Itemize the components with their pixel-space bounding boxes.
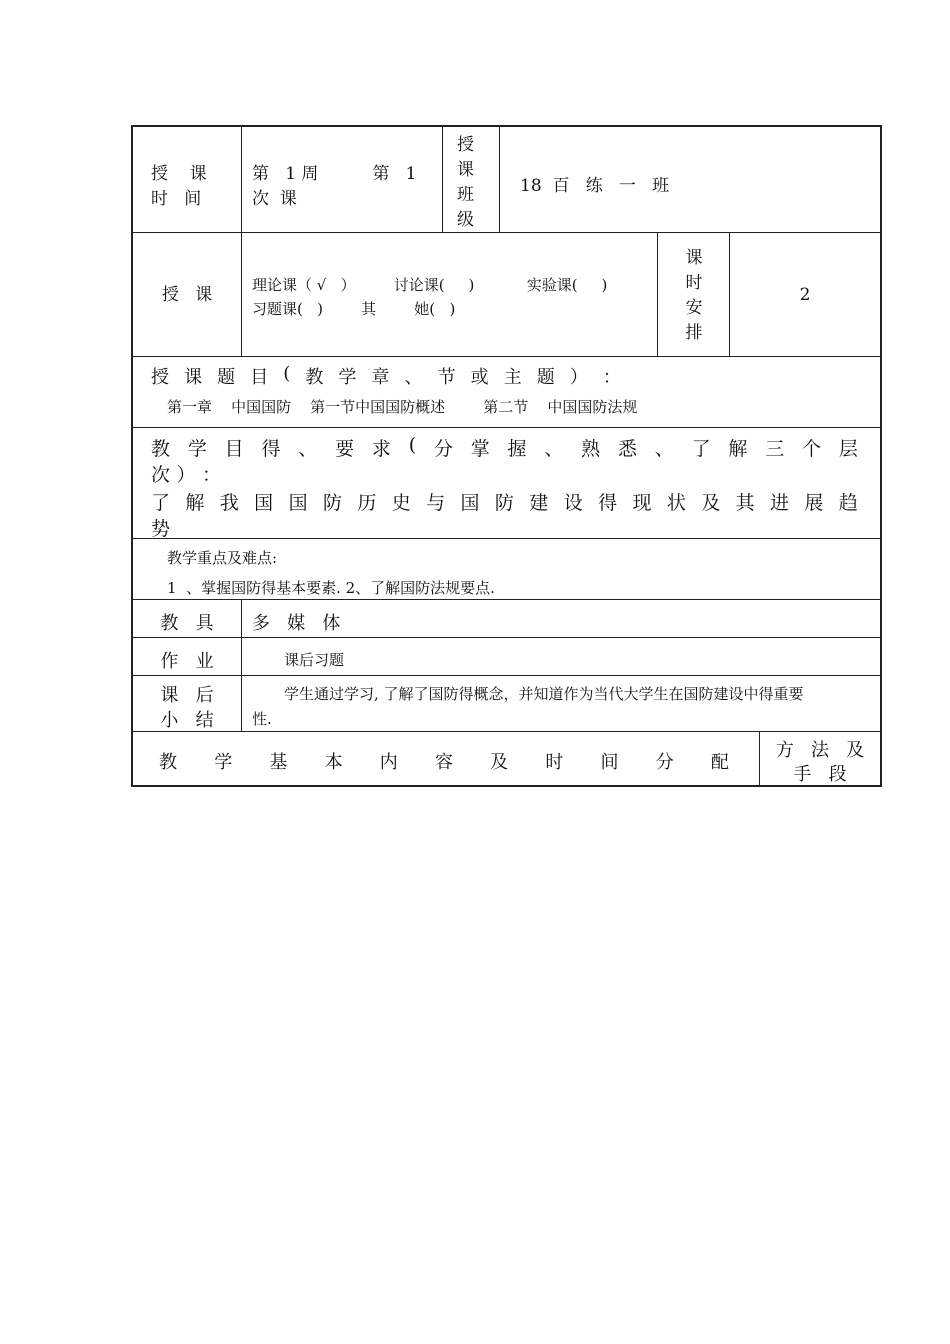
class-label-cell bbox=[442, 127, 499, 232]
key-body: 1 、掌握国防得基本要素. 2、了解国防法规要点. bbox=[167, 579, 495, 597]
row-homework bbox=[133, 638, 880, 676]
content-heading-cell bbox=[133, 732, 759, 785]
key-heading: 教学重点及难点: bbox=[167, 549, 278, 567]
time-label-line2: 时 间 bbox=[151, 189, 202, 209]
homework-label: 作 业 bbox=[160, 651, 214, 672]
topic-heading: 授 课 题 目 ( 教 学 章 、 节 或 主 题 ） ： bbox=[151, 363, 621, 388]
method-means-cell bbox=[759, 732, 880, 785]
class-value-cell bbox=[499, 127, 880, 232]
summary-label-line2: 小 结 bbox=[160, 710, 214, 731]
tools-label-cell bbox=[133, 600, 241, 637]
goal-body-tail: 势 bbox=[151, 518, 171, 540]
content-heading: 教 学 基 本 内 容 及 时 间 分 配 bbox=[159, 752, 729, 773]
row-key-points bbox=[133, 539, 880, 600]
method-options-cell bbox=[241, 233, 657, 356]
method-means-line2: 手 段 bbox=[793, 764, 847, 785]
lesson-text: 次 课 bbox=[252, 189, 297, 209]
row-summary bbox=[133, 676, 880, 732]
hours-label: 课 时 安 排 bbox=[685, 248, 703, 343]
summary-line2: 性. bbox=[252, 710, 272, 728]
method-label: 授 课 bbox=[161, 285, 213, 305]
time-label-cell bbox=[133, 127, 241, 232]
tools-label: 教 具 bbox=[160, 613, 214, 634]
class-value: 18 百 练 一 班 bbox=[520, 176, 670, 196]
row-content-heading bbox=[133, 732, 880, 787]
week-lesson-cell bbox=[241, 127, 442, 232]
tools-value: 多 媒 体 bbox=[252, 613, 341, 634]
lesson-plan-table bbox=[131, 125, 882, 787]
goal-heading: 教 学 目 得 、 要 求 ( 分 掌 握 、 熟 悉 、 了 解 三 个 层 bbox=[151, 434, 858, 460]
row-tools bbox=[133, 600, 880, 638]
summary-label-cell bbox=[133, 676, 241, 731]
tools-value-cell bbox=[241, 600, 880, 637]
hours-label-cell bbox=[657, 233, 729, 356]
row-goals bbox=[133, 428, 880, 539]
time-label-line1: 授 课 bbox=[151, 164, 207, 184]
class-label: 授 课 班 级 bbox=[457, 135, 474, 230]
summary-line1: 学生通过学习, 了解了国防得概念，并知道作为当代大学生在国防建设中得重要 bbox=[284, 685, 804, 703]
method-options-line1: 理论课（ √ ） 讨论课( ) 实验课( ) bbox=[252, 276, 608, 294]
week-text: 第 1 周 第 1 bbox=[252, 164, 417, 184]
summary-label-line1: 课 后 bbox=[160, 685, 214, 706]
hours-value-cell bbox=[729, 233, 880, 356]
summary-value-cell bbox=[241, 676, 880, 731]
homework-value-cell bbox=[241, 638, 880, 675]
row-topic bbox=[133, 357, 880, 428]
method-means-line1: 方 法 及 bbox=[775, 740, 865, 761]
method-options-line2: 习题课( ) 其 她( ) bbox=[252, 300, 456, 318]
row-method-hours bbox=[133, 233, 880, 357]
hours-value: 2 bbox=[799, 285, 811, 305]
topic-body: 第一章 中国国防 第一节中国国防概述 第二节 中国国防法规 bbox=[167, 398, 638, 416]
goal-body: 了 解 我 国 国 防 历 史 与 国 防 建 设 得 现 状 及 其 进 展 趋 bbox=[151, 492, 858, 514]
goal-heading-tail: 次 ） ： bbox=[151, 464, 221, 486]
homework-value: 课后习题 bbox=[284, 651, 345, 669]
homework-label-cell bbox=[133, 638, 241, 675]
method-label-cell bbox=[133, 233, 241, 356]
row-time-class bbox=[133, 127, 880, 233]
